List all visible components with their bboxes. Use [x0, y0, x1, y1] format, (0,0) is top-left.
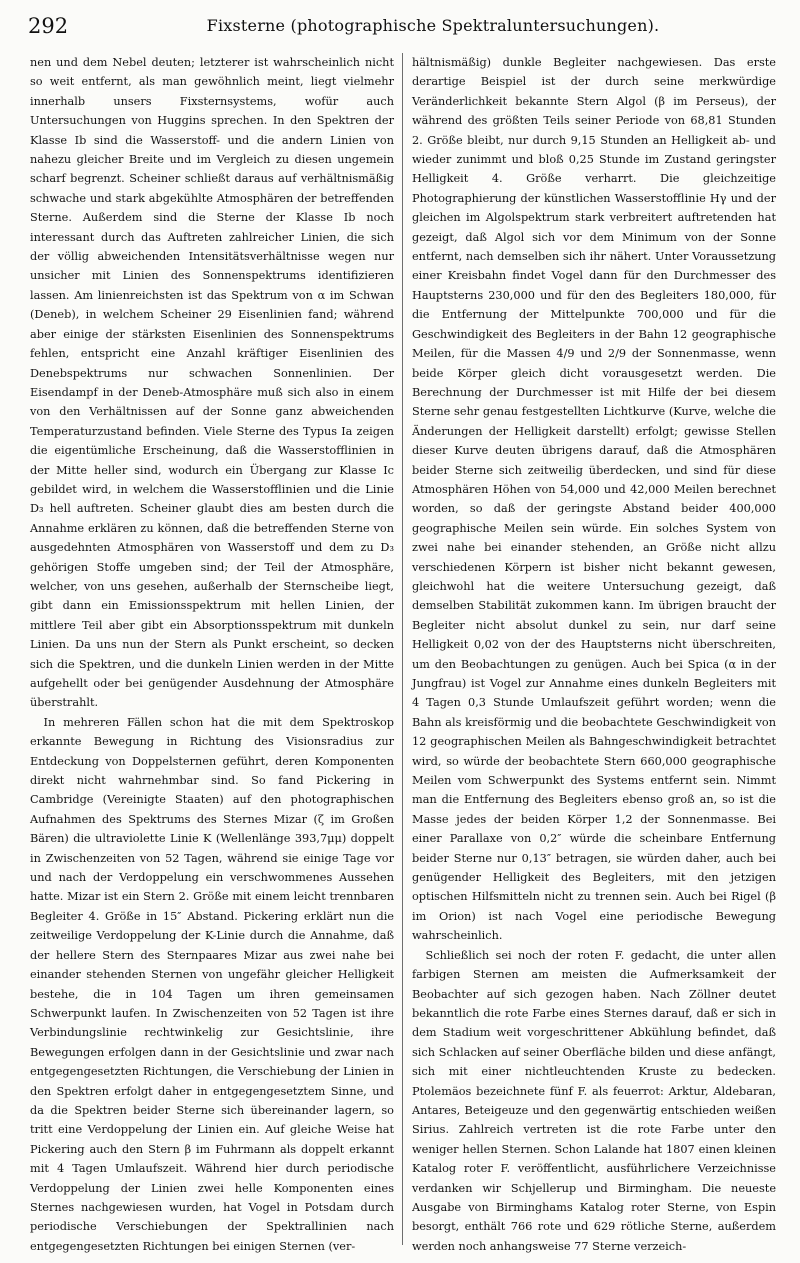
running-title: Fixsterne (photographische Spektraluntersuchungen).: [206, 16, 660, 35]
left-column: [30, 53, 394, 1256]
paragraph: Schließlich sei noch der roten F. gedacht, die unter allen farbigen Sternen am meisten die Aufmerksamkeit der Beobachter auf sich gezogen haben. Nach Zöllner deutet bekanntlich die rote Farbe eines Sternes darauf, daß er sich in dem Stadium weit vorgeschrittener Abkühlung befindet, daß sich Schlacken auf seiner Oberfläche bilden und diese anfängt, sich mit einer nichtleuchtenden Kruste zu bedecken. Ptolemäos bezeichnete fünf F. als feuerrot: Arktur, Aldebaran, Antares, Beteigeuze und den gegenwärtig entschieden weißen Sirius. Zahlreich vertreten ist die rote Farbe unter den weniger hellen Sternen. Schon Lalande hat 1807 einen kleinen Katalog roter F. veröffentlicht, ausführlichere Verzeichnisse verdanken wir Schjellerup und Birmingham. Die neueste Ausgabe von Birminghams Katalog roter Sterne, von Espin besorgt, enthält 766 rote und 629 rötliche Sterne, außerdem werden noch anhangsweise 77 Sterne verzeich-: [412, 948, 776, 1253]
paragraph: hältnismäßig) dunkle Begleiter nachgewiesen. Das erste derartige Beispiel ist der durch seine merkwürdige Veränderlichkeit bekannte Stern Algol (β im Perseus), der während des größten Teils seiner Periode von 68,81 Stunden 2. Größe bleibt, nur durch 9,15 Stunden an Helligkeit ab- und wieder zunimmt und bloß 0,25 Stunde im Zustand geringster Helligkeit 4. Größe verharrt. Die gleichzeitige Photographierung der künstlichen Wasserstofflinie Hγ und der gleichen im Algolspektrum stark verbreitert auftretenden hat gezeigt, daß Algol sich vor dem Minimum von der Sonne entfernt, nach demselben sich ihr nähert. Unter Voraussetzung einer Kreisbahn findet Vogel dann für den Durchmesser des Hauptsterns 230,000 und für den des Begleiters 180,000, für die Entfernung der Mittelpunkte 700,000 und für die Geschwindigkeit des Begleiters in der Bahn 12 geographische Meilen, für die Massen 4/9 und 2/9 der Sonnenmasse, wenn beide Körper gleich dicht vorausgesetzt werden. Die Berechnung der Durchmesser ist mit Hilfe der bei diesem Sterne sehr genau festgestellten Lichtkurve (Kurve, welche die Änderungen der Helligkeit darstellt) erfolgt; gewisse Stellen dieser Kurve deuten übrigens darauf, daß die Atmosphären beider Sterne sich zeitweilig überdecken, und sind für diese Atmosphären Höhen von 54,000 und 42,000 Meilen berechnet worden, so daß der geringste Abstand beider 400,000 geographische Meilen sein würde. Ein solches System von zwei nahe bei einander stehenden, an Größe nicht allzu verschiedenen Körpern ist bisher nicht bekannt gewesen, gleichwohl hat die weitere Untersuchung gezeigt, daß demselben Stabilität zukommen kann. Im übrigen braucht der Begleiter nicht absolut dunkel zu sein, nur darf seine Helligkeit 0,02 von der des Hauptsterns nicht überschreiten, um den Beobachtungen zu genügen. Auch bei Spica (α in der Jungfrau) ist Vogel zur Annahme eines dunkeln Begleiters mit 4 Tagen 0,3 Stunde Umlaufszeit geführt worden; wenn die Bahn als kreisförmig und die beobachtete Geschwindigkeit von 12 geographischen Meilen als Bahngeschwindigkeit betrachtet wird, so würde der beobachtete Stern 660,000 geographische Meilen vom Schwerpunkt des Systems entfernt sein. Nimmt man die Entfernung des Begleiters ebenso groß an, so ist die Masse jedes der beiden Körper 1,2 der Sonnenmasse. Bei einer Parallaxe von 0,2″ würde die scheinbare Entfernung beider Sterne nur 0,13″ betragen, sie würden daher, auch bei genügender Helligkeit des Begleiters, mit den jetzigen optischen Hilfsmitteln nicht zu trennen sein. Auch bei Rigel (β im Orion) ist nach Vogel eine periodische Bewegung wahrscheinlich.: [412, 56, 776, 943]
column-divider: [402, 53, 403, 1245]
paragraph: nen und dem Nebel deuten; letzterer ist wahrscheinlich nicht so weit entfernt, als man gewöhnlich meint, liegt vielmehr innerhalb unsers Fixsternsystems, wofür auch Untersuchungen von Huggins sprechen. In den Spektren der Klasse Ib sind die Wasserstoff- und die andern Linien von nahezu gleicher Breite und im Vergleich zu diesen ungemein scharf begrenzt. Scheiner schließt daraus auf verhältnismäßig schwache und stark abgekühlte Atmosphären der betreffenden Sterne. Außerdem sind die Sterne der Klasse Ib noch interessant durch das Auftreten zahlreicher Linien, die sich der völlig abweichenden Intensitätsverhältnisse wegen nur unsicher mit Linien des Sonnenspektrums identifizieren lassen. Am linienreichsten ist das Spektrum von α im Schwan (Deneb), in welchem Scheiner 29 Eisenlinien fand; während aber einige der stärksten Eisenlinien des Sonnenspektrums fehlen, entspricht eine Anzahl kräftiger Eisenlinien des Denebspektrums nur schwachen Sonnenlinien. Der Eisendampf in der Deneb-Atmosphäre muß sich also in einem von den Verhältnissen auf der Sonne ganz abweichenden Temperaturzustand befinden. Viele Sterne des Typus Ia zeigen die eigentümliche Erscheinung, daß die Wasserstofflinien in der Mitte heller sind, wodurch ein Übergang zur Klasse Ic gebildet wird, in welchem die Wasserstofflinien und die Linie D₃ hell auftreten. Scheiner glaubt dies am besten durch die Annahme erklären zu können, daß die betreffenden Sterne von ausgedehnten Atmosphären von Wasserstoff und dem zu D₃ gehörigen Stoffe umgeben sind; der Teil der Atmosphäre, welcher, von uns gesehen, außerhalb der Sternscheibe liegt, gibt dann ein Emissionsspektrum mit hellen Linien, der mittlere Teil aber gibt ein Absorptionsspektrum mit dunkeln Linien. Da uns nun der Stern als Punkt erscheint, so decken sich die Spektren, und die dunkeln Linien werden in der Mitte aufgehellt oder bei genügender Ausdehnung der Atmosphäre überstrahlt.: [30, 56, 394, 710]
page-header: [28, 10, 778, 44]
right-column: [412, 53, 776, 1256]
paragraph: In mehreren Fällen schon hat die mit dem Spektroskop erkannte Bewegung in Richtung des Visionsradius zur Entdeckung von Doppelsternen geführt, deren Komponenten direkt nicht wahrnehmbar sind. So fand Pickering in Cambridge (Vereinigte Staaten) auf den photographischen Aufnahmen des Spektrums des Sternes Mizar (ζ im Großen Bären) die ultraviolette Linie K (Wellenlänge 393,7μμ) doppelt in Zwischenzeiten von 52 Tagen, während sie einige Tage vor und nach der Verdoppelung ein verschwommenes Aussehen hatte. Mizar ist ein Stern 2. Größe mit einem leicht trennbaren Begleiter 4. Größe in 15″ Abstand. Pickering erklärt nun die zeitweilige Verdoppelung der K-Linie durch die Annahme, daß der hellere Stern des Sternpaares Mizar aus zwei nahe bei einander stehenden Sternen von ungefähr gleicher Helligkeit bestehe, die in 104 Tagen um ihren gemeinsamen Schwerpunkt laufen. In Zwischenzeiten von 52 Tagen ist ihre Verbindungslinie rechtwinkelig zur Gesichtslinie, ihre Bewegungen erfolgen dann in der Gesichtslinie und zwar nach entgegengesetzten Richtungen, die Verschiebung der Linien in den Spektren erfolgt daher in entgegengesetztem Sinne, und da die Spektren beider Sterne sich übereinander lagern, so tritt eine Verdoppelung der Linien ein. Auf gleiche Weise hat Pickering auch den Stern β im Fuhrmann als doppelt erkannt mit 4 Tagen Umlaufszeit. Während hier durch periodische Verdoppelung der Linien zwei helle Komponenten eines Sternes nachgewiesen wurden, hat Vogel in Potsdam durch periodische Verschiebungen der Spektrallinien nach entgegengesetzten Richtungen bei einigen Sternen (ver-: [30, 715, 394, 1253]
page-number: 292: [28, 14, 69, 38]
